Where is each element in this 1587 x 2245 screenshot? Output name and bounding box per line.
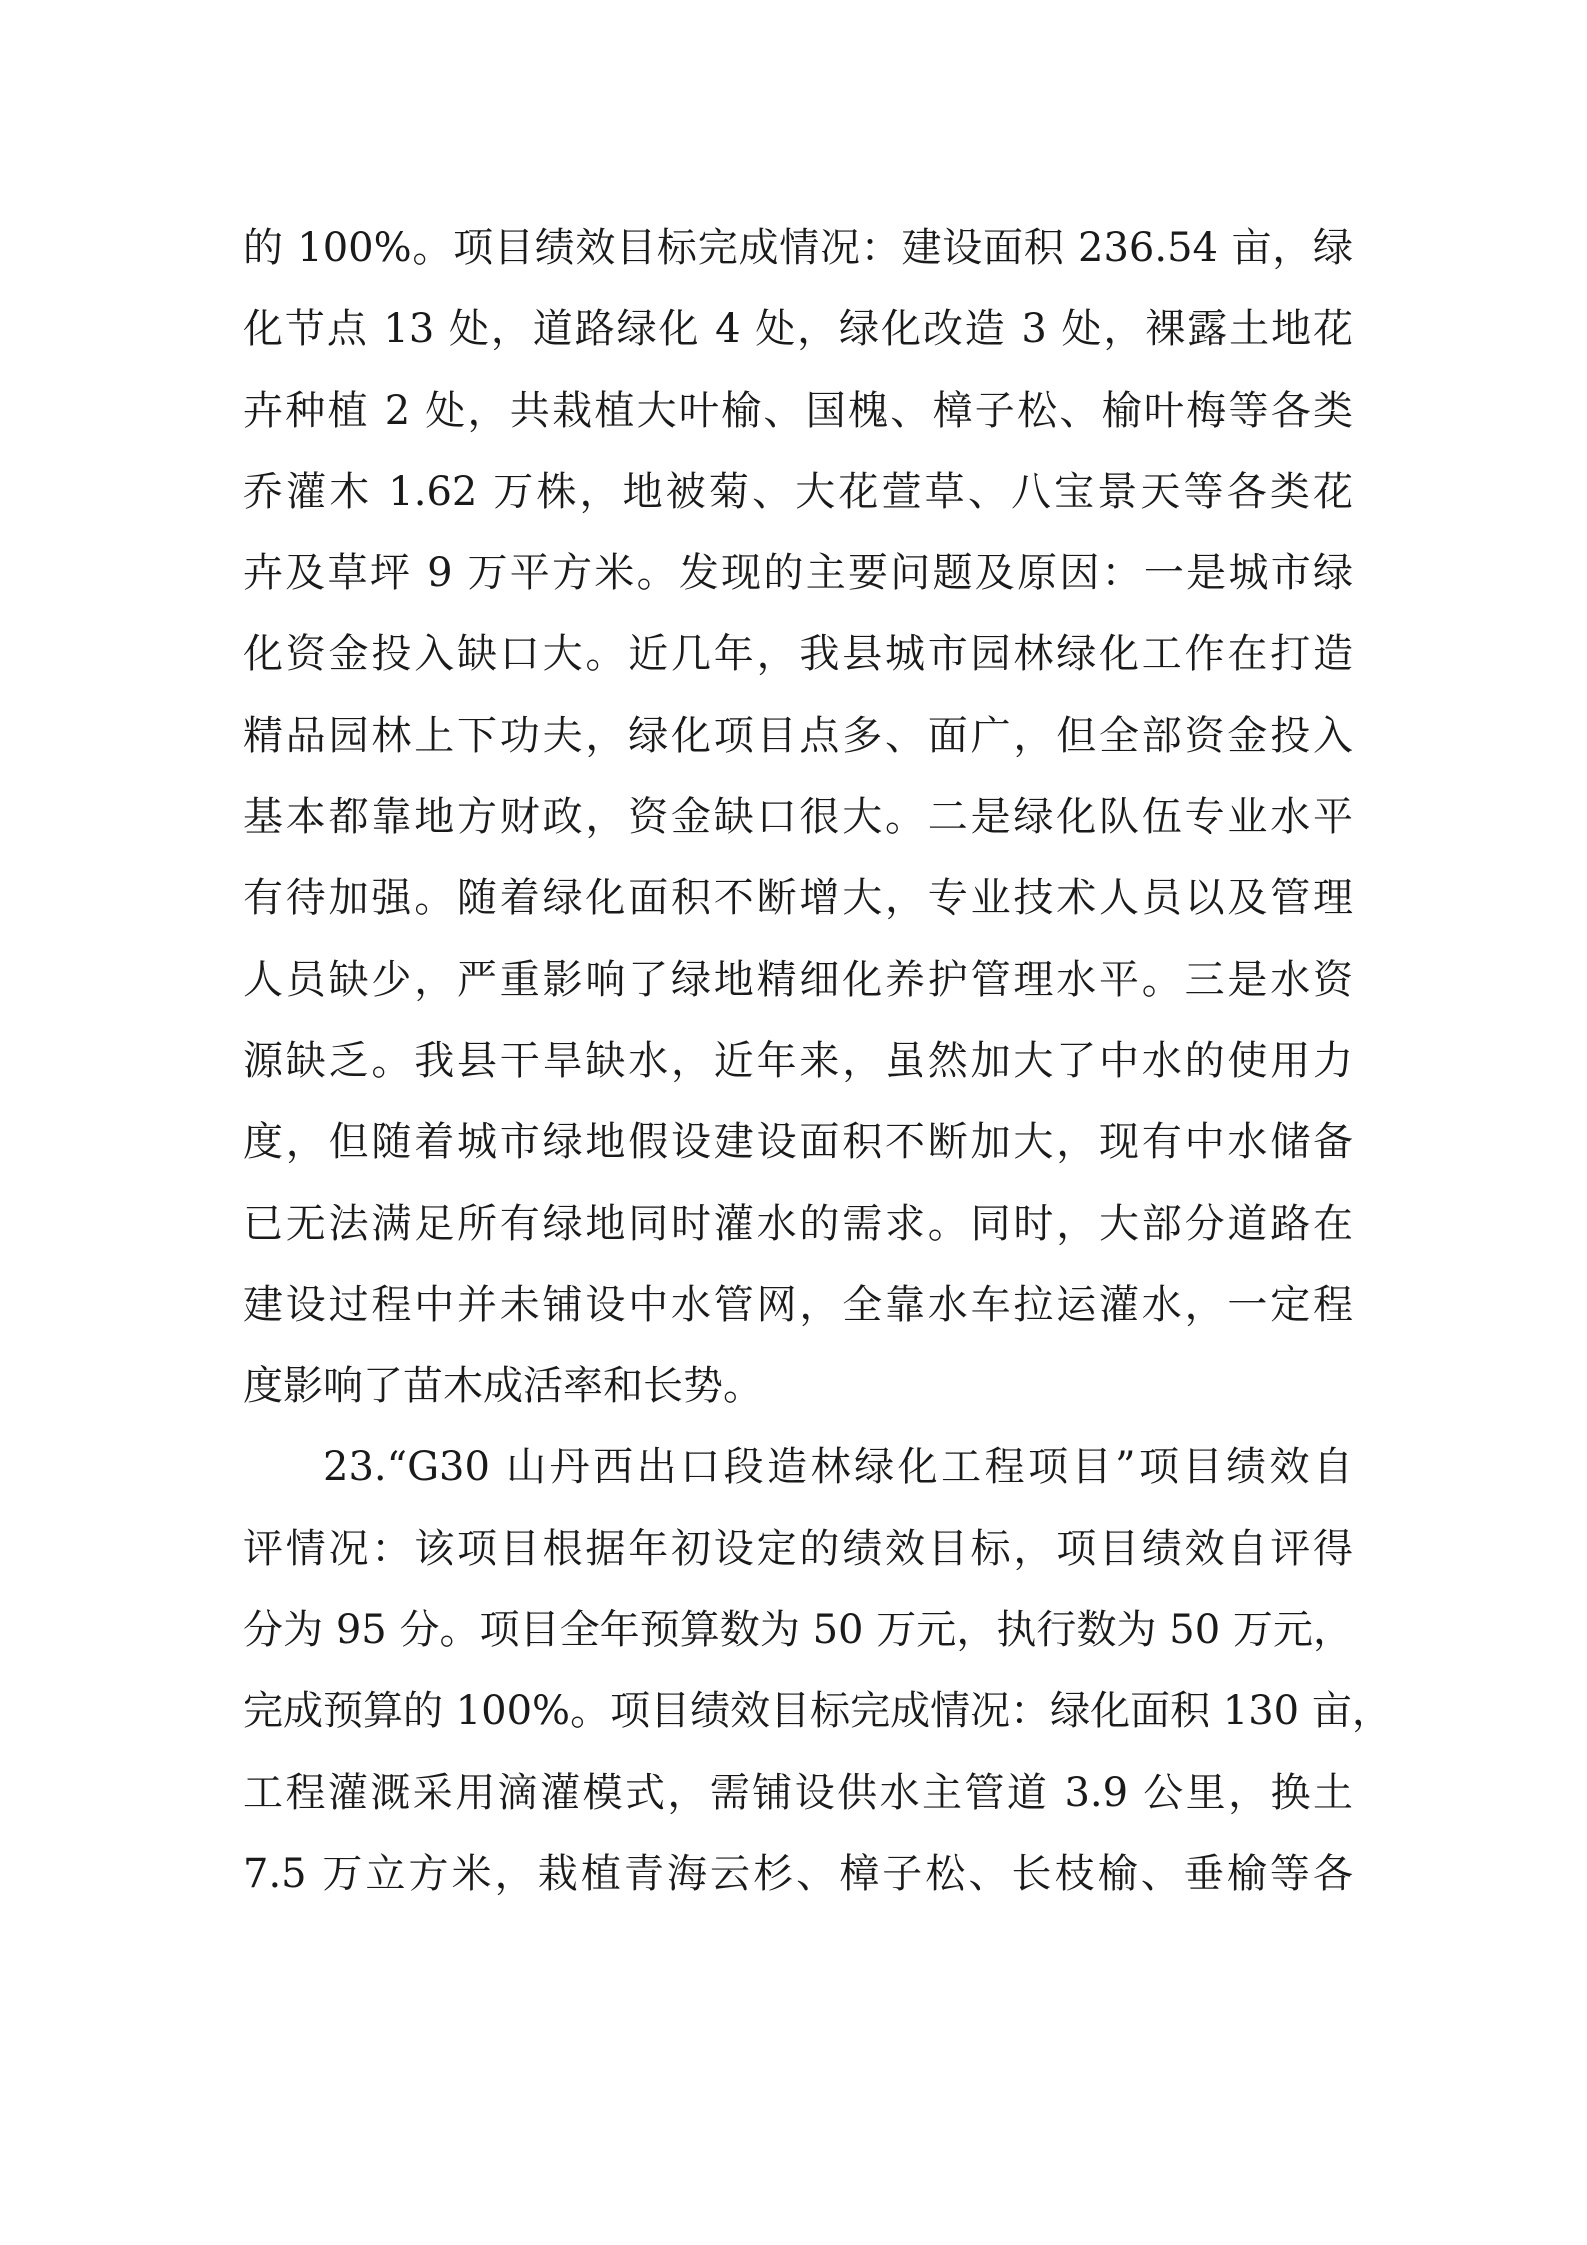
text-line: 源缺乏。我县干旱缺水，近年来，虽然加大了中水的使用力 — [243, 1037, 1353, 1084]
text-line: 工程灌溉采用滴灌模式，需铺设供水主管道 3.9 公里，换土 — [243, 1769, 1353, 1816]
text-line: 人员缺少，严重影响了绿地精细化养护管理水平。三是水资 — [243, 956, 1353, 1003]
text-line: 评情况：该项目根据年初设定的绩效目标，项目绩效自评得 — [243, 1525, 1353, 1572]
text-line: 7.5 万立方米，栽植青海云杉、樟子松、长枝榆、垂榆等各 — [243, 1850, 1353, 1897]
text-line: 有待加强。随着绿化面积不断增大，专业技术人员以及管理 — [243, 875, 1353, 922]
text-line: 基本都靠地方财政，资金缺口很大。二是绿化队伍专业水平 — [243, 794, 1353, 841]
text-line: 乔灌木 1.62 万株，地被菊、大花萱草、八宝景天等各类花 — [243, 468, 1353, 515]
text-line: 化节点 13 处，道路绿化 4 处，绿化改造 3 处，裸露土地花 — [243, 306, 1353, 353]
text-line: 完成预算的 100%。项目绩效目标完成情况：绿化面积 130 亩， — [243, 1688, 1392, 1735]
text-line: 建设过程中并未铺设中水管网，全靠水车拉运灌水，一定程 — [243, 1281, 1353, 1328]
text-line: 卉种植 2 处，共栽植大叶榆、国槐、樟子松、榆叶梅等各类 — [243, 387, 1353, 434]
section-heading-line: 23.“G30 山丹西出口段造林绿化工程项目”项目绩效自 — [323, 1444, 1353, 1491]
document-body — [243, 208, 1392, 1915]
text-line: 的 100%。项目绩效目标完成情况：建设面积 236.54 亩，绿 — [243, 225, 1353, 271]
text-line: 度，但随着城市绿地假设建设面积不断加大，现有中水储备 — [243, 1119, 1353, 1166]
text-line: 分为 95 分。项目全年预算数为 50 万元，执行数为 50 万元， — [243, 1607, 1353, 1654]
text-line: 化资金投入缺口大。近几年，我县城市园林绿化工作在打造 — [243, 631, 1353, 678]
text-line: 精品园林上下功夫，绿化项目点多、面广，但全部资金投入 — [243, 712, 1353, 759]
text-line: 卉及草坪 9 万平方米。发现的主要问题及原因：一是城市绿 — [243, 550, 1353, 597]
text-line: 已无法满足所有绿地同时灌水的需求。同时，大部分道路在 — [243, 1200, 1353, 1247]
paragraph-end-line: 度影响了苗木成活率和长势。 — [243, 1363, 763, 1410]
